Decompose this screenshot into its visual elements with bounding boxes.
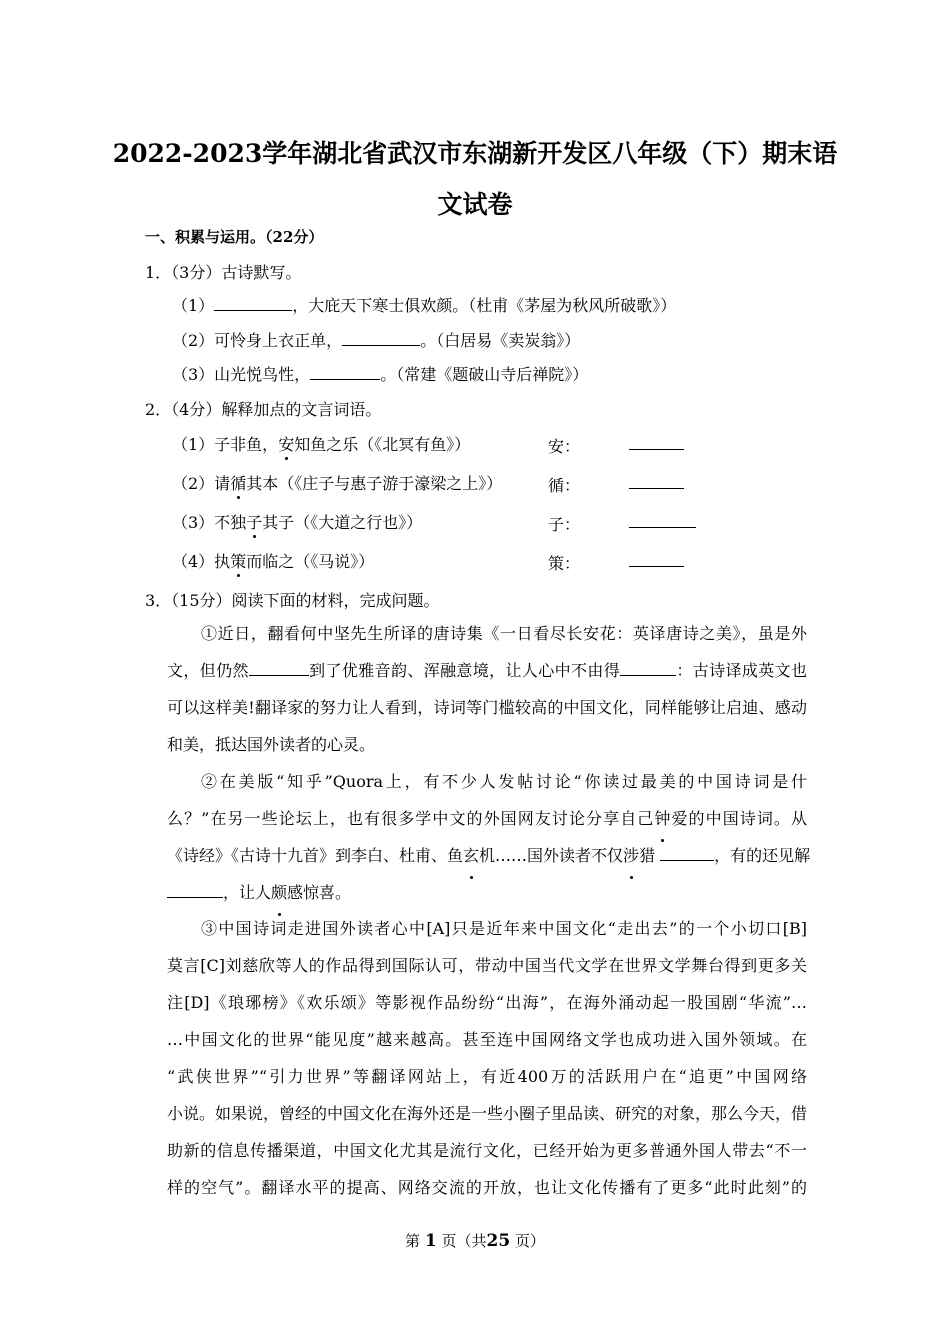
footer-pre: 第 — [405, 1232, 421, 1250]
p3-line-8: 样的空气”。翻译水平的提高、网络交流的开放，也让文化传播有了更多“此时此刻”的 — [167, 1178, 807, 1197]
p1-line-2-b: 到了优雅音韵、浑融意境，让人心中不由得 — [308, 661, 621, 680]
p2-line-3-c: 猎 — [639, 846, 656, 865]
answer-blank[interactable] — [214, 296, 292, 311]
footer-post: 页） — [514, 1232, 545, 1250]
q3-paragraph-1 — [167, 615, 807, 763]
p2-line-4-a: ，让人 — [223, 883, 272, 902]
dotted-char: 子 — [246, 510, 262, 533]
p1-line-1: ①近日，翻看何中坚先生所译的唐诗集《一日看尽长安花：英译唐诗之美》，虽是外 — [201, 624, 807, 643]
q2-item-3-pre: （3）不独 — [172, 513, 247, 532]
p3-line-7: 助新的信息传播渠道，中国文化尤其是流行文化，已经开始为更多普通外国人带去“不一 — [167, 1141, 807, 1160]
q2-item-4 — [172, 549, 374, 572]
doc-title-line1: 2022-2023学年湖北省武汉市东湖新开发区八年级（下）期末语 — [112, 139, 838, 168]
p2-line-2 — [167, 800, 807, 837]
p1-line-4: 和美，抵达国外读者的心灵。 — [167, 735, 376, 754]
q3-stem: 3．（15分）阅读下面的材料，完成问题。 — [145, 591, 440, 610]
answer-blank[interactable] — [629, 473, 684, 489]
q2-item-3 — [172, 510, 422, 533]
dotted-char: 策 — [230, 549, 246, 572]
q1-item-2-prefix: （2）可怜身上衣正单， — [172, 331, 343, 350]
q2-stem: 2．（4分）解释加点的文言词语。 — [145, 400, 382, 419]
q1-item-3-suffix: 。（常建《题破山寺后禅院》） — [380, 365, 589, 384]
page-total: 25 — [486, 1231, 511, 1251]
p2-line-2-b: 爱的中国诗词。从 — [670, 809, 807, 828]
answer-blank[interactable] — [310, 365, 380, 380]
q3-paragraph-3 — [167, 910, 807, 1206]
p2-line-3-d: ，有的还见解 — [714, 846, 811, 865]
q2-item-3-post: 其子（《大道之行也》） — [262, 513, 423, 532]
q1-item-1 — [172, 293, 676, 316]
p1-line-3: 可以这样美!翻译家的努力让人看到，诗词等门槛较高的中国文化，同样能够让启迪、感动 — [167, 698, 807, 717]
section-heading: 一、积累与运用。（22分） — [145, 228, 324, 246]
q1-item-2 — [172, 328, 580, 351]
q2-item-2 — [172, 471, 502, 494]
q1-item-2-suffix: 。（白居易《卖炭翁》） — [420, 331, 581, 350]
answer-blank[interactable] — [167, 883, 223, 898]
q1-item-3 — [172, 362, 588, 385]
p3-line-4: …中国文化的世界“能见度”越来越高。甚至连中国网络文学也成功进入国外领域。在 — [167, 1030, 807, 1049]
q2-item-2-pre: （2）请 — [172, 474, 231, 493]
p2-line-3 — [167, 837, 811, 874]
p2-line-3-a: 《诗经》《古诗十九首》到李白、杜甫、鱼 — [167, 846, 464, 865]
page-number: 1 — [424, 1231, 437, 1251]
answer-blank[interactable] — [629, 434, 684, 450]
q2-label-3: 子： — [548, 515, 581, 534]
answer-blank[interactable] — [629, 551, 684, 567]
dotted-char: 循 — [230, 471, 246, 494]
dotted-char: 安 — [278, 432, 294, 455]
p2-line-3-b: 机……国外读者不仅 — [479, 846, 624, 865]
dotted-char: 钟 — [654, 800, 670, 837]
q1-item-1-suffix: ，大庇天下寒士俱欢颜。（杜甫《茅屋为秋风所破歌》） — [292, 296, 677, 315]
q1-item-3-prefix: （3）山光悦鸟性， — [172, 365, 311, 384]
p2-line-4-b: 感惊喜。 — [287, 883, 352, 902]
q2-label-1: 安： — [548, 437, 581, 456]
answer-blank[interactable] — [660, 846, 714, 861]
p2-line-1: ②在美版“知乎”Quora上，有不少人发帖讨论“你读过最美的中国诗词是什 — [201, 772, 807, 791]
p3-line-5: “武侠世界”“引力世界”等翻译网站上，有近400万的活跃用户在“追更”中国网络 — [167, 1067, 807, 1086]
q2-label-2: 循： — [548, 476, 581, 495]
q3-paragraph-2 — [167, 763, 811, 911]
dotted-char: 颇 — [271, 874, 287, 911]
answer-blank[interactable] — [629, 512, 696, 528]
q2-item-1-pre: （1）子非鱼， — [172, 435, 279, 454]
dotted-char: 玄 — [463, 837, 479, 874]
q2-item-4-post: 而临之（《马说》） — [246, 552, 375, 571]
p3-line-6: 小说。如果说，曾经的中国文化在海外还是一些小圈子里品读、研究的对象，那么今天，借 — [167, 1104, 808, 1123]
q2-item-1 — [172, 432, 470, 455]
p3-line-3: 注[D]《琅琊榜》《欢乐颂》等影视作品纷纷“出海”，在海外涌动起一股国剧“华流”… — [167, 993, 807, 1012]
p2-line-2-a: 么？”在另一些论坛上，也有很多学中文的外国网友讨论分享自己 — [167, 809, 655, 828]
q2-label-4: 策： — [548, 554, 581, 573]
q2-item-1-post: 知鱼之乐（《北冥有鱼》） — [294, 435, 471, 454]
answer-blank[interactable] — [620, 661, 676, 676]
p3-line-1: ③中国诗词走进国外读者心中[A]只是近年来中国文化“走出去”的一个小切口[B] — [201, 919, 807, 938]
p2-line-4 — [167, 874, 807, 911]
p1-line-2 — [167, 652, 807, 689]
answer-blank[interactable] — [342, 331, 420, 346]
q2-item-2-post: 其本（《庄子与惠子游于濠梁之上》） — [246, 474, 503, 493]
p3-line-2: 莫言[C]刘慈欣等人的作品得到国际认可，带动中国当代文学在世界文学舞台得到更多关 — [167, 956, 807, 975]
doc-title-line2: 文试卷 — [437, 190, 513, 219]
page-footer — [0, 1230, 950, 1251]
answer-blank[interactable] — [249, 661, 309, 676]
footer-mid: 页（共 — [441, 1232, 487, 1250]
dotted-char: 涉 — [623, 837, 639, 874]
p1-line-2-c: ：古诗译成英文也 — [676, 661, 807, 680]
q1-item-1-prefix: （1） — [172, 296, 215, 315]
q2-item-4-pre: （4）执 — [172, 552, 231, 571]
p1-line-2-a: 文，但仍然 — [167, 661, 249, 680]
q1-stem: 1．（3分）古诗默写。 — [145, 263, 302, 282]
